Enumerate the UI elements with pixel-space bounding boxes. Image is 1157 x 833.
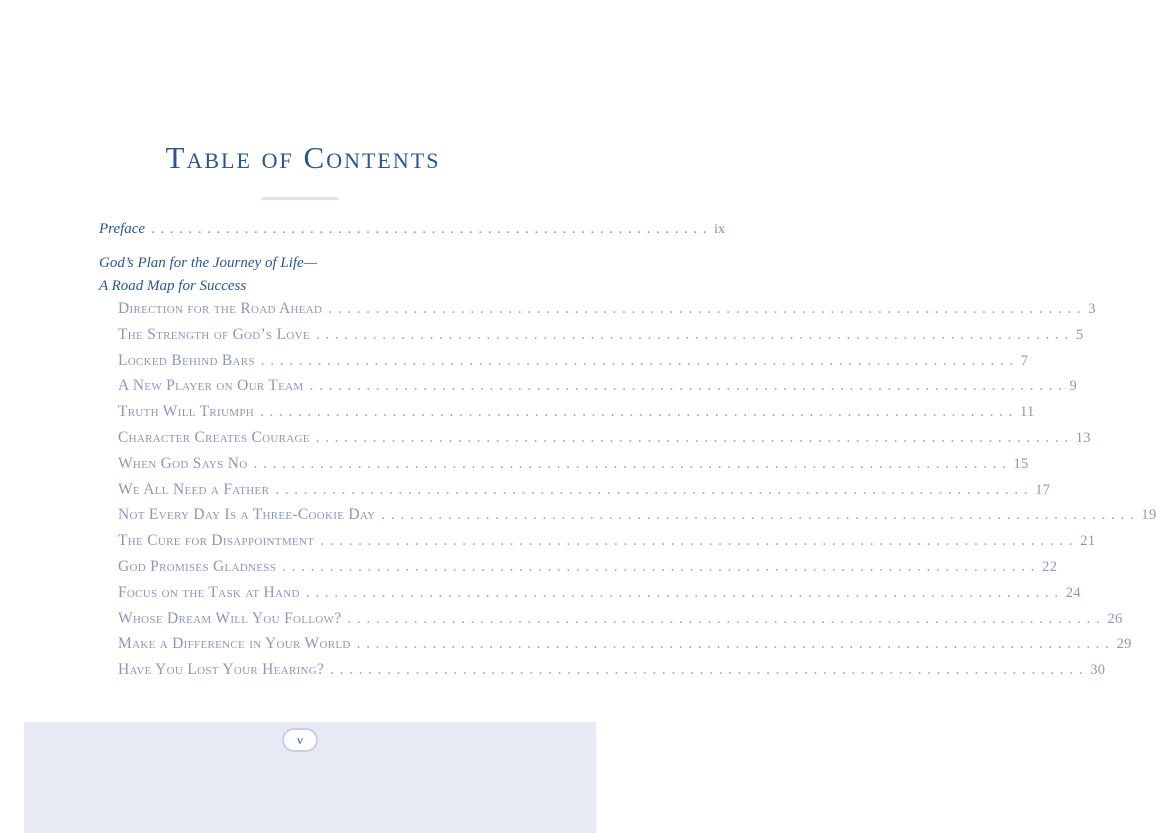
- section-heading-line-1: God’s Plan for the Journey of Life—: [99, 255, 318, 271]
- toc-entry-label: Locked Behind Bars: [118, 351, 255, 369]
- toc-entry-label: We All Need a Father: [118, 480, 270, 498]
- toc-page-number: 11: [1020, 404, 1035, 421]
- toc-page-number: ix: [714, 222, 725, 237]
- toc-entry-label: Preface: [99, 221, 146, 237]
- toc-entry[interactable]: [118, 532, 1096, 550]
- toc-entry-label: Direction for the Road Ahead: [118, 300, 323, 317]
- dot-leader: ................................................................................: [260, 351, 1019, 369]
- toc-entry-label: Have You Lost Your Hearing?: [118, 661, 325, 679]
- toc-entry[interactable]: [118, 325, 1084, 344]
- toc-entry-label: God Promises Gladness: [118, 558, 277, 575]
- toc-entry-preface[interactable]: [99, 221, 725, 238]
- toc-entry-label: Whose Dream Will You Follow?: [118, 609, 342, 627]
- toc-page-number: 26: [1107, 610, 1123, 627]
- toc-page-number: 21: [1080, 533, 1096, 550]
- toc-entry[interactable]: [118, 661, 1106, 679]
- dot-leader: ................................................................................: [381, 506, 1140, 524]
- dot-leader: ................................................................................: [330, 661, 1089, 679]
- toc-page-number: 5: [1075, 326, 1084, 343]
- toc-entry[interactable]: [118, 351, 1029, 370]
- dot-leader: ................................................................................: [356, 635, 1115, 653]
- toc-entry-label: When God Says No: [118, 454, 248, 472]
- dot-leader: ................................................................................: [320, 532, 1079, 550]
- toc-entry-label: A New Player on Our Team: [118, 377, 304, 395]
- toc-entry[interactable]: [118, 403, 1035, 421]
- page-title: Table of Contents: [165, 140, 441, 175]
- toc-page-number: 3: [1088, 301, 1096, 317]
- dot-leader: ................................................................................: [305, 583, 1064, 601]
- toc-entry[interactable]: [118, 635, 1132, 653]
- toc-entry[interactable]: [118, 377, 1078, 395]
- toc-page-number: 29: [1116, 636, 1132, 653]
- toc-entry-label: Character Creates Courage: [118, 429, 310, 446]
- toc-entry[interactable]: [118, 480, 1051, 499]
- toc-page-number: 13: [1075, 430, 1091, 446]
- page-folio: v: [282, 728, 318, 752]
- toc-entry[interactable]: [118, 609, 1123, 628]
- toc-page-number: 15: [1013, 455, 1029, 472]
- toc-entry-label: Focus on the Task at Hand: [118, 583, 300, 601]
- toc-entry[interactable]: [118, 454, 1029, 473]
- dot-leader: ................................................................................: [315, 325, 1074, 343]
- dot-leader: ................................................................................: [253, 454, 1012, 472]
- toc-page-number: 22: [1042, 559, 1058, 575]
- toc-page-number: 19: [1141, 507, 1157, 524]
- toc-page-number: 9: [1069, 378, 1078, 395]
- section-heading-line-2: A Road Map for Success: [99, 278, 247, 294]
- toc-entry[interactable]: [118, 429, 1091, 447]
- toc-entry[interactable]: [118, 583, 1081, 602]
- dot-leader: ................................................................................: [260, 403, 1018, 421]
- toc-page-number: 24: [1065, 584, 1081, 601]
- toc-entry[interactable]: [118, 506, 1157, 524]
- toc-page-number: 30: [1090, 662, 1106, 679]
- toc-entry-label: Not Every Day Is a Three-Cookie Day: [118, 506, 376, 524]
- toc-page-number: 7: [1020, 352, 1029, 369]
- toc-page-number: 17: [1035, 481, 1051, 498]
- dot-leader: ................................................................................: [347, 609, 1106, 627]
- dot-leader: ................................................................................: [328, 300, 1087, 317]
- toc-entry-label: The Strength of God’s Love: [118, 325, 310, 343]
- dot-leader: ................................................................................: [309, 377, 1068, 395]
- dot-leader: ................................................................................: [282, 558, 1041, 575]
- dot-leader: ................................................................................: [275, 480, 1034, 498]
- toc-entry[interactable]: [118, 300, 1096, 318]
- toc-entry-label: Make a Difference in Your World: [118, 635, 351, 653]
- dot-leader: ................................................................................: [315, 429, 1074, 446]
- toc-entry[interactable]: [118, 558, 1058, 576]
- dot-leader: ............................................................: [151, 221, 713, 237]
- toc-entry-label: Truth Will Triumph: [118, 403, 254, 421]
- toc-entry-label: The Cure for Disappointment: [118, 532, 315, 550]
